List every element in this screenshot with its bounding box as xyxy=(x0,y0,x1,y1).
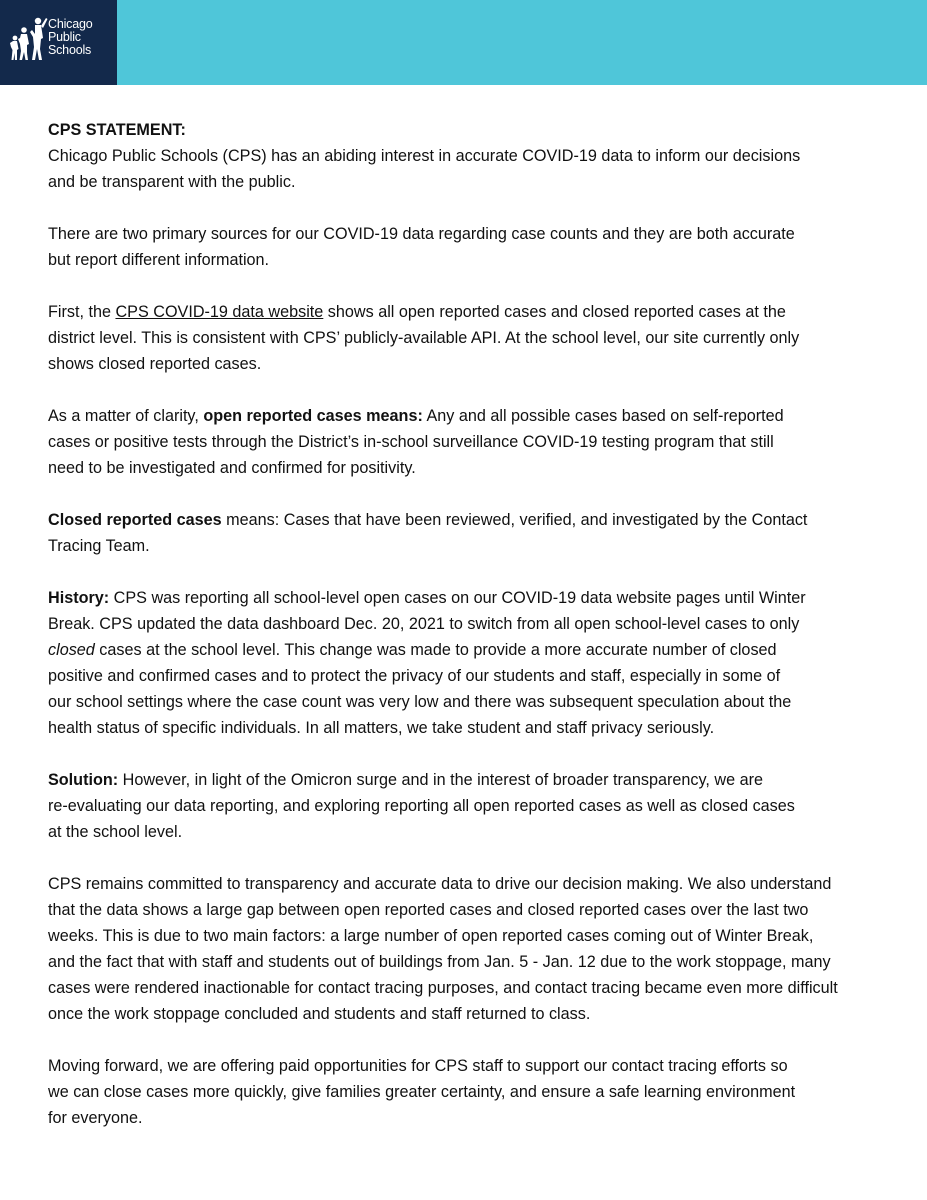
paragraph-line: CPS remains committed to transparency and accurate data to drive our decision making. We also understand xyxy=(48,875,832,893)
text-segment: shows all open reported cases and closed reported cases at the xyxy=(323,303,786,321)
paragraph-line xyxy=(48,403,893,429)
paragraph-line: re-evaluating our data reporting, and exploring reporting all open reported cases as well as closed cases xyxy=(48,797,795,815)
paragraph-line xyxy=(48,767,893,793)
paragraph-line: for everyone. xyxy=(48,1109,143,1127)
paragraph-moving-forward xyxy=(48,1053,893,1131)
paragraph-line: cases or positive tests through the District’s in-school surveillance COVID-19 testing program that still xyxy=(48,433,774,451)
paragraph-line: need to be investigated and confirmed for positivity. xyxy=(48,459,416,477)
paragraph-line: Chicago Public Schools (CPS) has an abiding interest in accurate COVID-19 data to inform our decisions xyxy=(48,147,801,165)
paragraph-line: shows closed reported cases. xyxy=(48,355,262,373)
paragraph-line: district level. This is consistent with CPS’ publicly-available API. At the school level, our site currently only xyxy=(48,329,800,347)
paragraph-line: at the school level. xyxy=(48,823,183,841)
paragraph-line: health status of specific individuals. In all matters, we take student and staff privacy seriously. xyxy=(48,719,715,737)
text-segment: cases at the school level. This change was made to provide a more accurate number of closed xyxy=(94,641,777,659)
covid-data-website-link[interactable]: CPS COVID-19 data website xyxy=(115,303,324,321)
cps-logo[interactable] xyxy=(0,0,117,85)
paragraph-line xyxy=(48,507,893,533)
paragraph-line: Tracing Team. xyxy=(48,537,150,555)
paragraph-solution xyxy=(48,767,893,845)
bold-term: Solution: xyxy=(48,771,119,789)
italic-term: closed xyxy=(48,641,95,659)
bold-term: Closed reported cases xyxy=(48,511,222,529)
text-segment: CPS was reporting all school-level open cases on our COVID-19 data website pages until Winter xyxy=(109,589,806,607)
paragraph-line: we can close cases more quickly, give families greater certainty, and ensure a safe learning environment xyxy=(48,1083,796,1101)
text-segment: However, in light of the Omicron surge and in the interest of broader transparency, we are xyxy=(118,771,763,789)
text-segment: Any and all possible cases based on self-reported xyxy=(422,407,784,425)
paragraph-line: cases were rendered inactionable for contact tracing purposes, and contact tracing became even more difficult xyxy=(48,979,838,997)
paragraph-line: that the data shows a large gap between open reported cases and closed reported cases over the last two xyxy=(48,901,809,919)
text-segment: First, the xyxy=(48,303,116,321)
paragraph-line: Break. CPS updated the data dashboard Dec. 20, 2021 to switch from all open school-level cases to only xyxy=(48,615,800,633)
paragraph-line: and the fact that with staff and students out of buildings from Jan. 5 - Jan. 12 due to the work stoppage, many xyxy=(48,953,831,971)
header-banner xyxy=(0,0,927,85)
paragraph-line xyxy=(48,585,893,611)
statement-body xyxy=(48,117,893,1157)
paragraph-commitment xyxy=(48,871,893,1027)
text-segment: As a matter of clarity, xyxy=(48,407,204,425)
logo-line-chicago: Chicago xyxy=(48,17,93,31)
paragraph-line: our school settings where the case count was very low and there was subsequent speculation about the xyxy=(48,693,792,711)
bold-term: History: xyxy=(48,589,110,607)
paragraph-line: Moving forward, we are offering paid opportunities for CPS staff to support our contact tracing efforts so xyxy=(48,1057,788,1075)
paragraph-closed-cases-definition xyxy=(48,507,893,559)
paragraph-line: There are two primary sources for our COVID-19 data regarding case counts and they are both accurate xyxy=(48,225,795,243)
paragraph-line: once the work stoppage concluded and students and staff returned to class. xyxy=(48,1005,591,1023)
logo-line-schools: Schools xyxy=(48,43,92,57)
paragraph-first xyxy=(48,299,893,377)
paragraph-open-cases-definition xyxy=(48,403,893,481)
paragraph-sources xyxy=(48,221,893,273)
logo-wordmark xyxy=(48,18,92,57)
statement-heading-para xyxy=(48,117,893,143)
paragraph-line: and be transparent with the public. xyxy=(48,173,296,191)
text-segment: means: Cases that have been reviewed, verified, and investigated by the Contact xyxy=(221,511,808,529)
paragraph-intro xyxy=(48,143,893,195)
bold-term: open reported cases means: xyxy=(203,407,423,425)
paragraph-line: weeks. This is due to two main factors: a large number of open reported cases coming out of Winter Break, xyxy=(48,927,814,945)
paragraph-line: but report different information. xyxy=(48,251,270,269)
paragraph-line xyxy=(48,637,893,663)
statement-heading: CPS STATEMENT: xyxy=(48,121,186,139)
paragraph-history xyxy=(48,585,893,741)
paragraph-line: positive and confirmed cases and to protect the privacy of our students and staff, especially in some of xyxy=(48,667,781,685)
logo-line-public: Public xyxy=(48,30,81,44)
children-figures-icon xyxy=(8,16,48,62)
paragraph-line xyxy=(48,299,893,325)
